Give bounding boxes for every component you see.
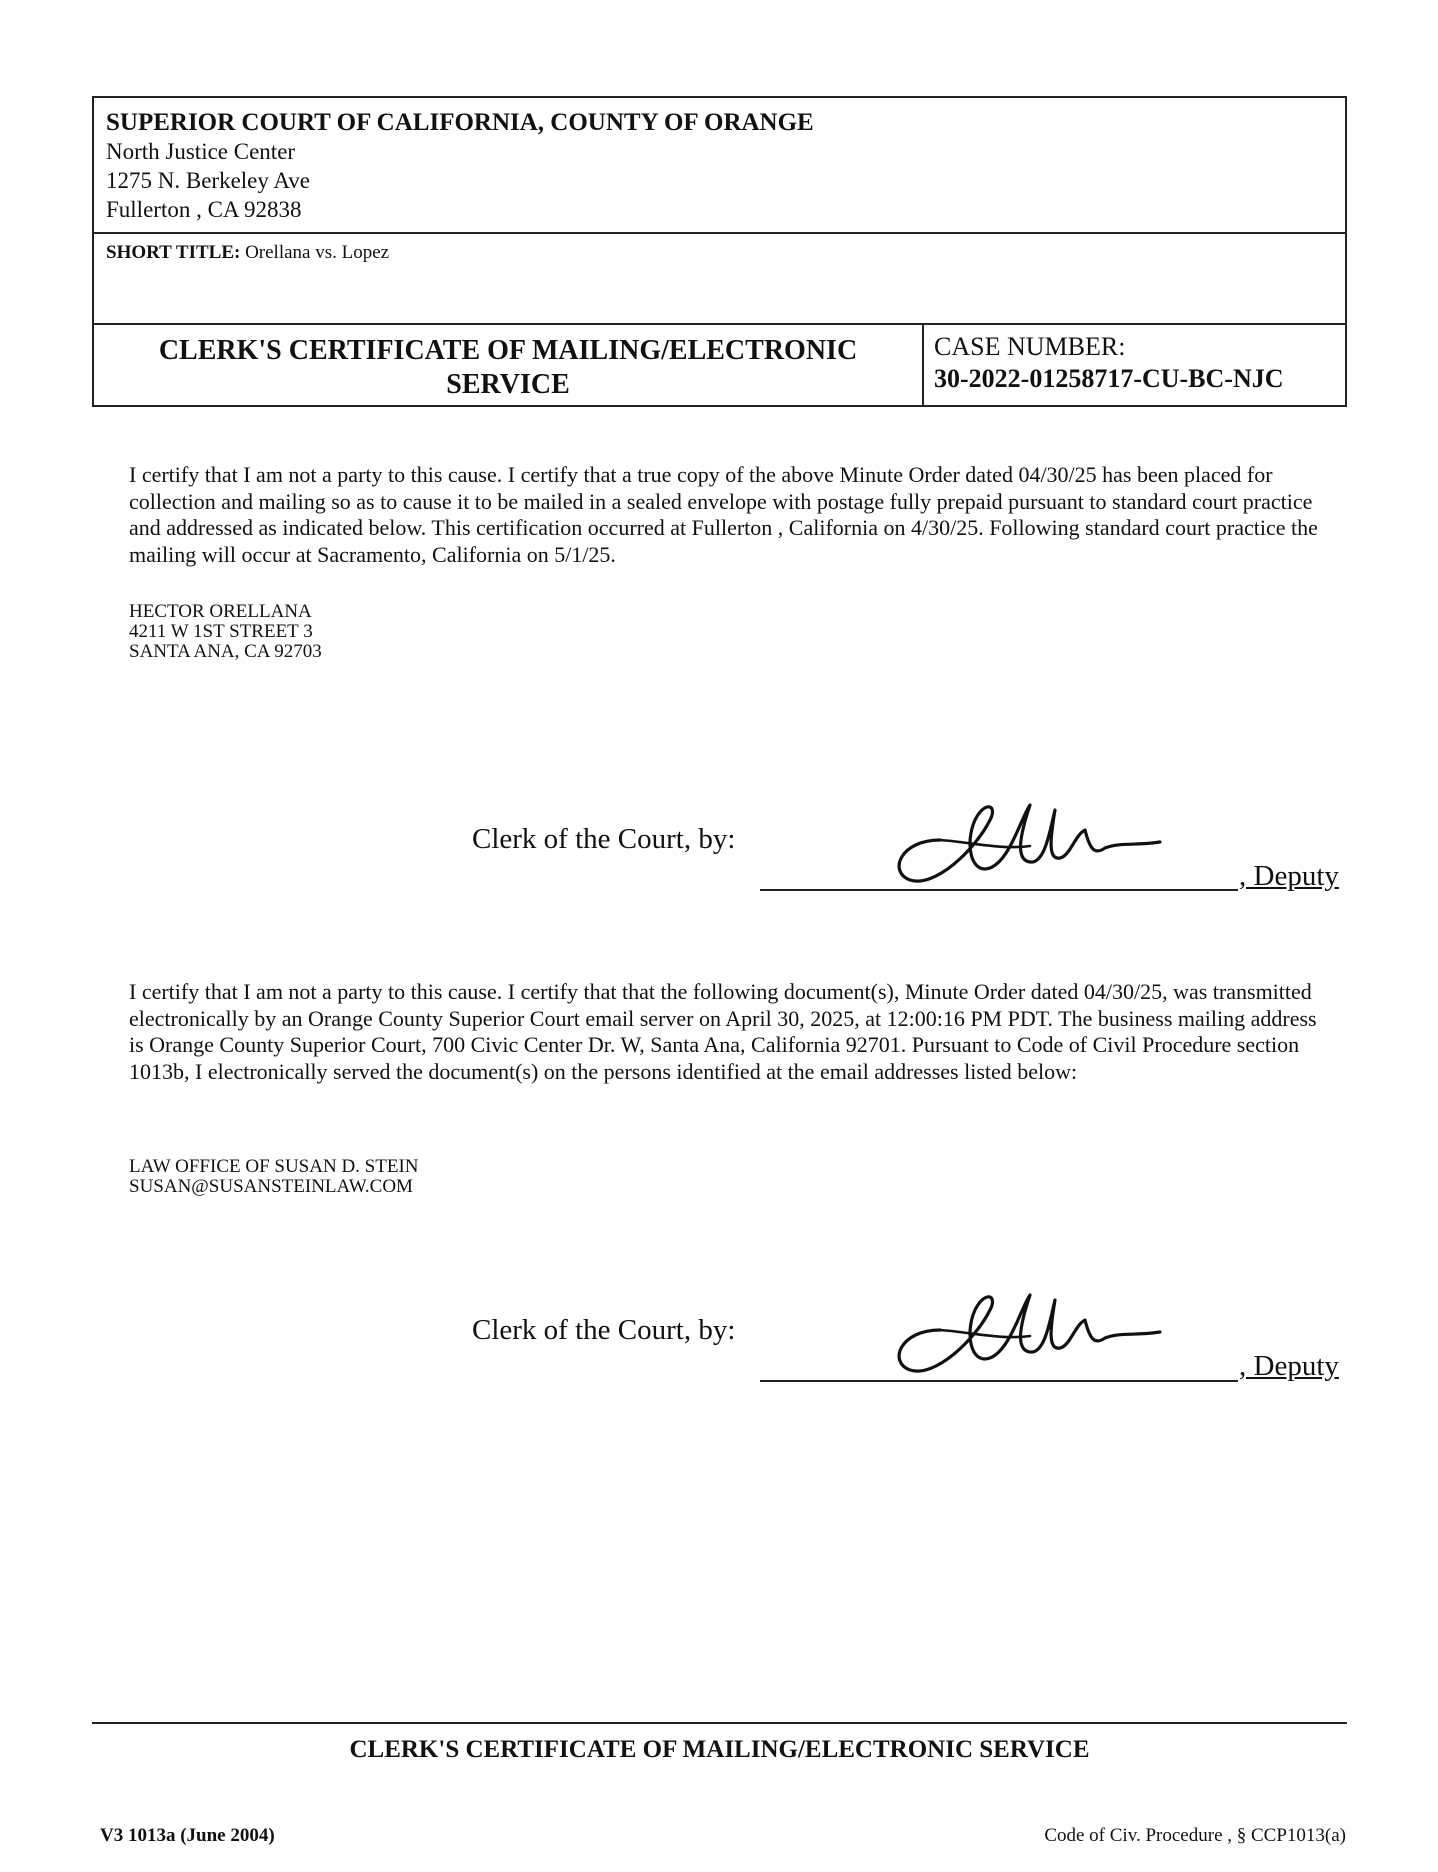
recipient-name: LAW OFFICE OF SUSAN D. STEIN xyxy=(129,1156,419,1177)
recipient-email: SUSAN@SUSANSTEINLAW.COM xyxy=(129,1176,413,1197)
short-title xyxy=(106,242,389,264)
caption-box xyxy=(92,96,1347,407)
recipient-city: SANTA ANA, CA 92703 xyxy=(129,641,322,662)
footer-title: CLERK'S CERTIFICATE OF MAILING/ELECTRONIC SERVICE xyxy=(349,1736,1090,1763)
court-address-block xyxy=(106,108,814,224)
clerk-signature xyxy=(880,1270,1180,1380)
deputy-label: , Deputy xyxy=(1239,860,1339,892)
clerk-label: Clerk of the Court, by: xyxy=(472,823,736,855)
document-title-line1: CLERK'S CERTIFICATE OF MAILING/ELECTRONIC xyxy=(158,335,858,366)
document-title xyxy=(94,334,922,402)
code-reference: Code of Civ. Procedure , § CCP1013(a) xyxy=(1044,1825,1346,1846)
court-name: SUPERIOR COURT OF CALIFORNIA, COUNTY OF ORANGE xyxy=(106,109,814,136)
recipient-street: 4211 W 1ST STREET 3 xyxy=(129,621,313,642)
electronic-recipient xyxy=(129,1157,419,1197)
short-title-label: SHORT TITLE: xyxy=(106,242,241,263)
short-title-value: Orellana vs. Lopez xyxy=(245,242,390,263)
electronic-certification: I certify that I am not a party to this cause. I certify that that the following document(s), Minute Order dated 04/30/25, was transmitted electronically by an Orange County Superior Court email server on April 30, 2025, at 12:00:16 PM PDT. The business mailing address is Orange County Superior Court, 700 Civic Center Dr. W, Santa Ana, California 92701. Pursuant to Code of Civil Procedure section 1013b, I electronically served the document(s) on the persons identified at the email addresses listed below: xyxy=(129,979,1317,1084)
court-location: North Justice Center xyxy=(106,139,296,164)
recipient-name: HECTOR ORELLANA xyxy=(129,601,312,622)
mailing-recipient xyxy=(129,602,322,662)
court-street: 1275 N. Berkeley Ave xyxy=(106,168,310,193)
case-number-label: CASE NUMBER: xyxy=(934,332,1126,361)
form-id: V3 1013a (June 2004) xyxy=(100,1825,275,1846)
divider xyxy=(94,323,1345,325)
case-number: 30-2022-01258717-CU-BC-NJC xyxy=(934,364,1284,393)
mailing-certification: I certify that I am not a party to this cause. I certify that a true copy of the above Minute Order dated 04/30/25 has been placed for collection and mailing so as to cause it to be mailed in a sealed envelope with postage fully prepaid pursuant to standard court practice and addressed as indicated below. This certification occurred at Fullerton , California on 4/30/25. Following standard court practice the mailing will occur at Sacramento, California on 5/1/25. xyxy=(129,462,1318,567)
court-city: Fullerton , CA 92838 xyxy=(106,197,302,222)
clerk-signature xyxy=(880,780,1180,890)
document-title-line2: SERVICE xyxy=(446,369,570,400)
divider xyxy=(922,323,924,405)
signature-line xyxy=(760,889,1238,891)
footer-rule xyxy=(92,1722,1347,1724)
clerk-label: Clerk of the Court, by: xyxy=(472,1314,736,1346)
deputy-label: , Deputy xyxy=(1239,1350,1339,1382)
signature-line xyxy=(760,1380,1238,1382)
divider xyxy=(94,232,1345,234)
